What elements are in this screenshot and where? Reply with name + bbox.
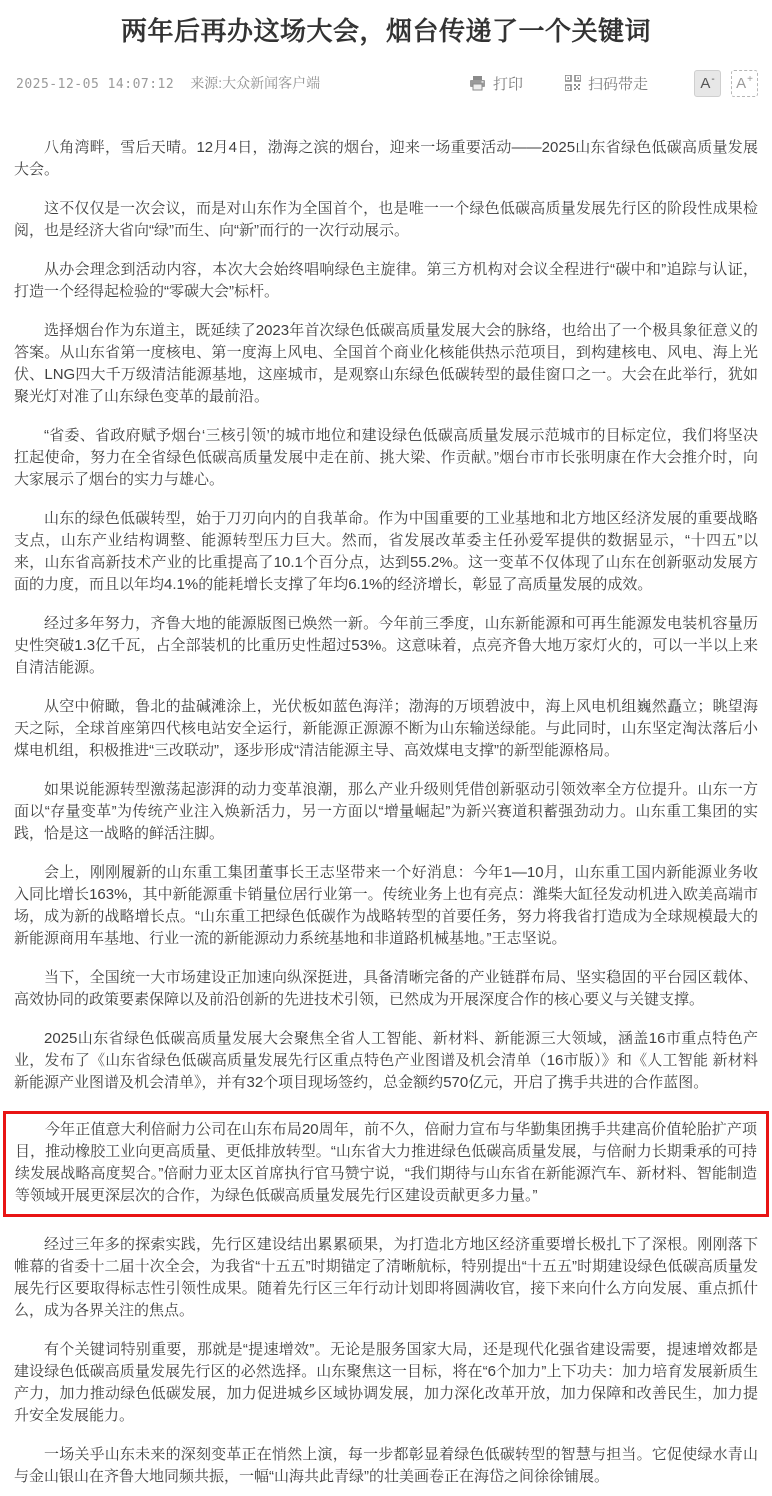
article-body	[0, 137, 772, 1488]
qr-code-icon	[565, 75, 581, 91]
printer-icon	[469, 75, 486, 91]
article-paragraph: 如果说能源转型激荡起澎湃的动力变革浪潮，那么产业升级则凭借创新驱动引领效率全方位提升。山东一方面以“存量变革”为传统产业注入焕新活力，另一方面以“增量崛起”为新兴赛道积蓄强劲动力。山东重工集团的实践，恰是这一战略的鲜活注脚。	[14, 781, 758, 842]
article-paragraph: 有个关键词特别重要，那就是“提速增效”。无论是服务国家大局，还是现代化强省建设需要，提速增效都是建设绿色低碳高质量发展先行区的必然选择。山东聚焦这一目标，将在“6个加力”上下功夫：加力培育发展新质生产力，加力推动绿色低碳发展，加力促进城乡区域协调发展，加力深化改革开放，加力保障和改善民生，加力提升安全发展能力。	[14, 1341, 758, 1424]
font-size-controls	[694, 70, 758, 97]
article-paragraph: 会上，刚刚履新的山东重工集团董事长王志坚带来一个好消息：今年1—10月，山东重工国内新能源业务收入同比增长163%，其中新能源重卡销量位居行业第一。传统业务上也有亮点：潍柴大缸径发动机进入欧美高端市场，成为新的战略增长点。“山东重工把绿色低碳作为战略转型的首要任务，努力将我省打造成为全球规模最大的新能源商用车基地、行业一流的新能源动力系统基地和非道路机械基地。”王志坚说。	[14, 864, 758, 947]
article-paragraph: 经过三年多的探索实践，先行区建设结出累累硕果，为打造北方地区经济重要增长极扎下了深根。刚刚落下帷幕的省委十二届十次全会，为我省“十五五”时期锚定了清晰航标，特别提出“十五五”时期建设绿色低碳高质量发展先行区要取得标志性引领性成果。随着先行区三年行动计划即将圆满收官，接下来向什么方向发展、重点抓什么，成为各界关注的焦点。	[14, 1236, 758, 1319]
article-paragraph: 从空中俯瞰，鲁北的盐碱滩涂上，光伏板如蓝色海洋；渤海的万顷碧波中，海上风电机组巍然矗立；眺望海天之际，全球首座第四代核电站安全运行，新能源正源源不断为山东输送绿能。与此同时，山东坚定淘汰落后小煤电机组，积极推进“三改联动”，逐步形成“清洁能源主导、高效煤电支撑”的新型能源格局。	[14, 698, 758, 759]
highlighted-paragraph: 今年正值意大利倍耐力公司在山东布局20周年，前不久，倍耐力宣布与华勤集团携手共建高价值轮胎扩产项目，推动橡胶工业向更高质量、更低排放转型。“山东省大力推进绿色低碳高质量发展，与倍耐力长期秉承的可持续发展战略高度契合。”倍耐力亚太区首席执行官马赞宁说，“我们期待与山东省在新能源汽车、新材料、智能制造等领域开展更深层次的合作，为绿色低碳高质量发展先行区建设贡献更多力量。”	[15, 1121, 757, 1204]
article-paragraph: 选择烟台作为东道主，既延续了2023年首次绿色低碳高质量发展大会的脉络，也给出了一个极具象征意义的答案。从山东省第一度核电、第一度海上风电、全国首个商业化核能供热示范项目，到构建核电、风电、海上光伏、LNG四大千万级清洁能源基地，这座城市，是观察山东绿色低碳转型的最佳窗口之一。大会在此举行，犹如聚光灯对准了山东绿色变革的最前沿。	[14, 322, 758, 405]
font-size-increase-button[interactable]	[731, 70, 758, 97]
article-paragraph: 山东的绿色低碳转型，始于刀刃向内的自我革命。作为中国重要的工业基地和北方地区经济发展的重要战略支点，山东产业结构调整、能源转型压力巨大。然而，省发展改革委主任孙爱军提供的数据显示，“十四五”以来，山东省高新技术产业的比重提高了10.1个百分点，达到55.2%。这一变革不仅体现了山东在创新驱动发展方面的力度，而且以年均4.1%的能耗增长支撑了年均6.1%的经济增长，彰显了高质量发展的成效。	[14, 510, 758, 593]
article-meta-row	[0, 69, 772, 97]
font-size-decrease-button[interactable]	[694, 70, 721, 97]
source-label: 来源:大众新闻客户端	[190, 75, 321, 91]
article-paragraph: 经过多年努力，齐鲁大地的能源版图已焕然一新。今年前三季度，山东新能源和可再生能源发电装机容量历史性突破1.3亿千瓦，占全部装机的比重历史性超过53%。这意味着，点亮齐鲁大地万家灯火的，可以一半以上来自清洁能源。	[14, 615, 758, 676]
article-paragraph: 当下，全国统一大市场建设正加速向纵深挺进，具备清晰完备的产业链群布局、坚实稳固的平台园区载体、高效协同的政策要素保障以及前沿创新的先进技术引领，已然成为开展深度合作的核心要义与关键支撑。	[14, 969, 758, 1008]
print-label: 打印	[492, 75, 523, 93]
qr-label: 扫码带走	[587, 75, 648, 93]
article-paragraph: 这不仅仅是一次会议，而是对山东作为全国首个，也是唯一一个绿色低碳高质量发展先行区的阶段性成果检阅，也是经济大省向“绿”而生、向“新”而行的一次行动展示。	[14, 200, 758, 239]
article-paragraph: 2025山东省绿色低碳高质量发展大会聚焦全省人工智能、新材料、新能源三大领域，涵盖16市重点特色产业，发布了《山东省绿色低碳高质量发展先行区重点特色产业图谱及机会清单（16市版）》和《人工智能 新材料 新能源产业图谱及机会清单》，并有32个项目现场签约，总金额约570亿元，开启了携手共进的合作蓝图。	[14, 1030, 758, 1091]
article-paragraph: 从办会理念到活动内容，本次大会始终唱响绿色主旋律。第三方机构对会议全程进行“碳中和”追踪与认证，打造一个经得起检验的“零碳大会”标杆。	[14, 261, 758, 300]
publish-timestamp: 2025-12-05 14:07:12	[16, 77, 175, 92]
meta-left	[16, 73, 469, 93]
meta-tools	[469, 70, 758, 97]
article-paragraph: 八角湾畔，雪后天晴。12月4日，渤海之滨的烟台，迎来一场重要活动——2025山东省绿色低碳高质量发展大会。	[14, 139, 758, 178]
page-title: 两年后再办这场大会，烟台传递了一个关键词	[120, 16, 651, 46]
font-decrease-sign: -	[711, 74, 715, 85]
article-paragraph: “省委、省政府赋予烟台‘三核引领’的城市地位和建设绿色低碳高质量发展示范城市的目标定位，我们将坚决扛起使命，努力在全省绿色低碳高质量发展中走在前、挑大梁、作贡献。”烟台市市长张明康在作大会推介时，向大家展示了烟台的实力与雄心。	[14, 427, 758, 488]
font-decrease-letter: A	[700, 74, 711, 92]
highlighted-paragraph-box	[3, 1111, 769, 1217]
font-increase-letter: A	[736, 74, 747, 92]
scan-qr-button[interactable]	[565, 73, 648, 94]
font-increase-sign: +	[747, 74, 753, 85]
print-button[interactable]	[469, 73, 523, 94]
article-paragraph: 一场关乎山东未来的深刻变革正在悄然上演，每一步都彰显着绿色低碳转型的智慧与担当。它促使绿水青山与金山银山在齐鲁大地同频共振，一幅“山海共此青绿”的壮美画卷正在海岱之间徐徐铺展。	[14, 1446, 758, 1485]
